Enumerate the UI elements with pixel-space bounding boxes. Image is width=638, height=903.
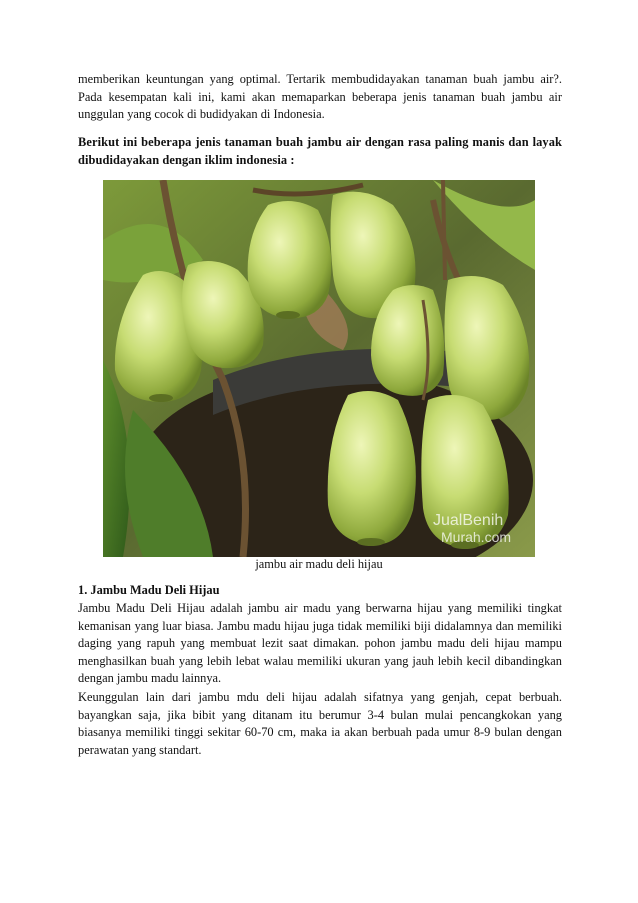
watermark-line2: Murah.com [441, 529, 512, 545]
paragraph-2-text: Keunggulan lain dari jambu mdu deli hijau adalah sifatnya yang genjah, cepat berbuah. bayangkan saja, jika bibit yang ditanam itu berumur 3-4 bulan mulai pencangkokan yang biasanya memiliki tinggi sekitar 60-70 cm, maka ia akan berbuah pada umur 8-9 bulan dengan perawatan yang standart. [78, 690, 562, 757]
section-paragraph-1 [78, 600, 562, 688]
lead-paragraph [78, 134, 562, 169]
intro-paragraph [78, 71, 562, 124]
jambu-fruit-illustration [103, 180, 535, 557]
figure-caption: jambu air madu deli hijau [255, 557, 383, 571]
section-paragraph-2 [78, 689, 562, 759]
jambu-photo [103, 180, 535, 557]
watermark-line1: JualBenih [433, 512, 504, 529]
intro-text: memberikan keuntungan yang optimal. Tertarik membudidayakan tanaman buah jambu air?. Pada kesempatan kali ini, kami akan memaparkan beberapa jenis tanaman buah jambu air unggulan yang cocok di budidyakan di Indonesia. [78, 72, 562, 122]
lead-text: Berikut ini beberapa jenis tanaman buah jambu air dengan rasa paling manis dan layak dibudidayakan dengan iklim indonesia : [78, 135, 562, 167]
paragraph-1-text: Jambu Madu Deli Hijau adalah jambu air madu yang berwarna hijau yang memiliki tingkat kemanisan yang luar biasa. Jambu madu hijau juga tidak memiliki biji didalamnya dan memiliki daging yang rapuh yang membuat lezit saat dimakan. pohon jambu madu deli hijau mampu menghasilkan buah yang lebih lebat walau memiliki ukuran yang jauh lebih kecil dibandingkan dengan jambu madu lainnya. [78, 601, 562, 686]
section-heading: 1. Jambu Madu Deli Hijau [78, 583, 220, 597]
